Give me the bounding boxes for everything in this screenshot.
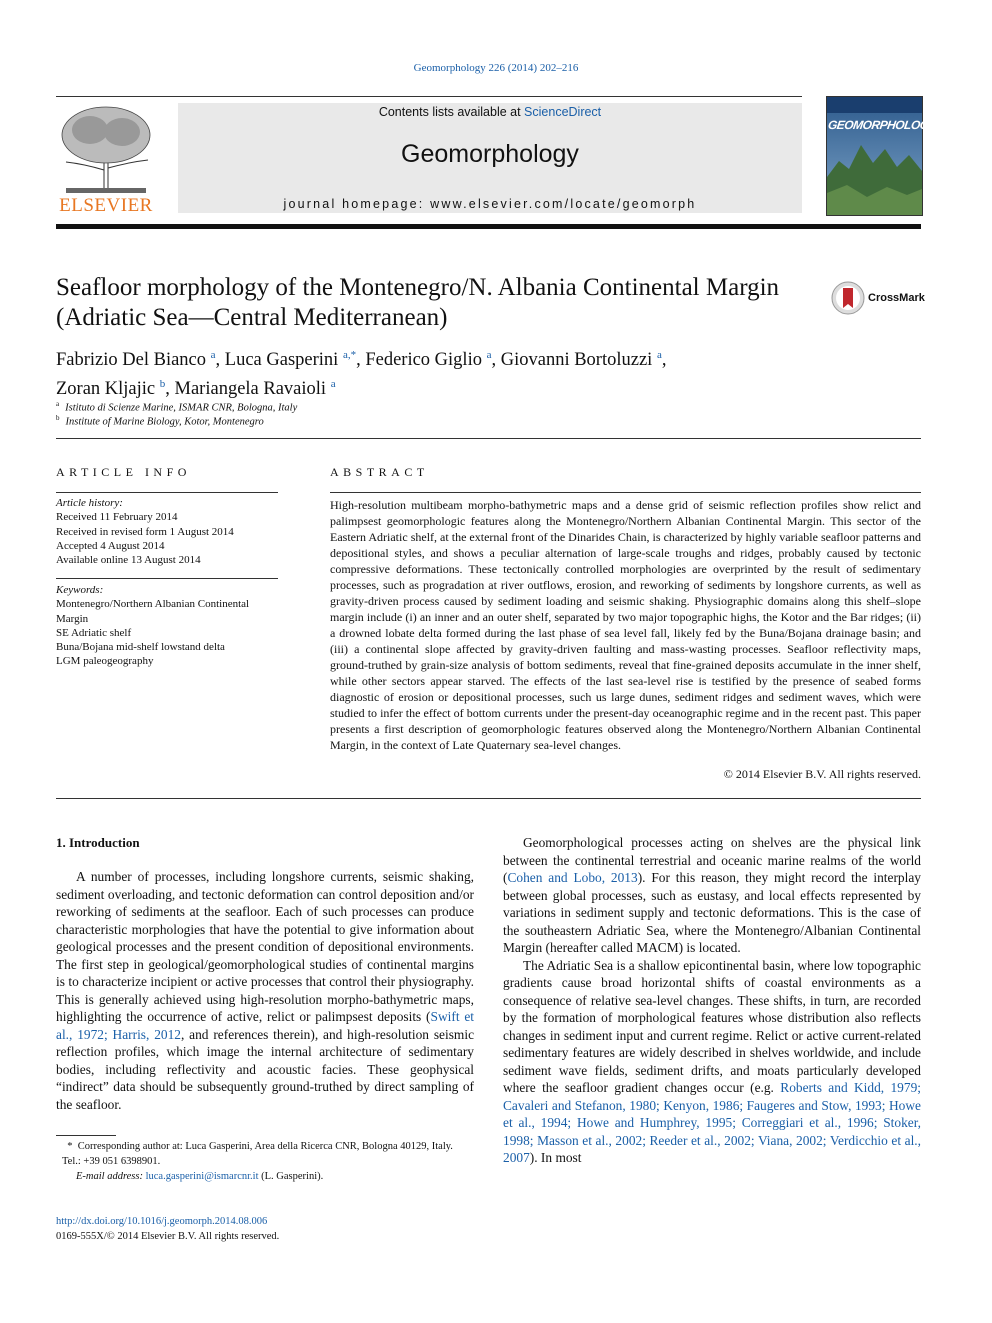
author-affiliation-mark[interactable]: a,* <box>342 349 357 361</box>
author-affiliation-mark[interactable]: a <box>486 349 492 361</box>
contents-line <box>178 105 802 119</box>
corresponding-author-note <box>56 1139 474 1169</box>
paragraph-text: A number of processes, including longshore currents, seismic shaking, sediment overloading, and tectonic deformation can control deposition and/or reworking of sediments at the seafloor. Each of such processes can produce characteristic morphologies that have the potential to give information about geological processes and the present condition of depositional environments. The first step in geological/geomorphological studies of continental margins is to characterize incipient or active processes that control their physiography. This is generally achieved using high-resolution morpho-bathymetric maps, highlighting the occurrence of active, relict or palimpsest deposits ( <box>56 869 474 1024</box>
author-separator: , <box>356 350 366 371</box>
author <box>56 379 175 399</box>
paragraph <box>503 957 921 1167</box>
abstract-copyright: © 2014 Elsevier B.V. All rights reserved. <box>723 767 921 781</box>
corresponding-author-text: Corresponding author at: Luca Gasperini, Area della Ricerca CNR, Bologna 40129, Italy. Tel.: +39 051 6398901. <box>62 1141 453 1167</box>
author-name: Federico Giglio <box>365 350 482 371</box>
journal-citation[interactable]: Geomorphology 226 (2014) 202–216 <box>413 62 579 74</box>
keywords <box>56 583 278 669</box>
author-separator: , <box>491 350 501 371</box>
email-link[interactable]: luca.gasperini@ismarcnr.it <box>145 1171 259 1182</box>
affiliation <box>56 414 264 428</box>
keywords-label: Keywords: <box>56 584 104 596</box>
divider <box>56 438 921 439</box>
abstract-heading: ABSTRACT <box>330 465 429 479</box>
footnote-marker: * <box>67 1141 73 1152</box>
crossmark-label[interactable]: CrossMark <box>868 292 925 304</box>
email-suffix: (L. Gasperini). <box>258 1171 324 1182</box>
citation-link[interactable]: Swift et al., 1972; Harris, 2012 <box>56 1009 474 1042</box>
header-thick-rule <box>56 224 921 229</box>
author-name: Fabrizio Del Bianco <box>56 350 207 371</box>
journal-homepage[interactable]: journal homepage: www.elsevier.com/locate/geomorph <box>283 197 697 211</box>
affiliation-text: Institute of Marine Biology, Kotor, Montenegro <box>65 416 264 428</box>
author-name: Giovanni Bortoluzzi <box>500 350 653 371</box>
affiliation-mark: a <box>56 400 60 408</box>
author <box>501 350 667 370</box>
author-name: Zoran Kljajic <box>56 379 156 400</box>
email-line <box>56 1169 474 1184</box>
history-item: Available online 13 August 2014 <box>56 554 201 567</box>
sciencedirect-link[interactable]: ScienceDirect <box>524 105 602 119</box>
citation-link[interactable]: Cohen and Lobo, 2013 <box>507 870 638 885</box>
journal-cover-image[interactable] <box>826 96 938 216</box>
author-separator: , <box>165 379 175 400</box>
article-title: Seafloor morphology of the Montenegro/N. Albania Continental Margin (Adriatic Sea—Central Mediterranean) <box>56 274 780 331</box>
paragraph <box>56 868 474 1113</box>
author-separator: , <box>215 350 225 371</box>
footnote <box>56 1139 474 1184</box>
doi-link[interactable]: http://dx.doi.org/10.1016/j.geomorph.2014.08.006 <box>56 1216 268 1227</box>
section-heading-introduction: 1. Introduction <box>56 835 140 850</box>
history-item: Received 11 February 2014 <box>56 511 178 524</box>
divider <box>56 798 921 799</box>
issn-copyright: 0169-555X/© 2014 Elsevier B.V. All rights reserved. <box>56 1230 280 1242</box>
header-rule <box>56 96 802 97</box>
keyword: SE Adriatic shelf <box>56 626 132 639</box>
author <box>225 350 366 370</box>
article-info-heading: ARTICLE INFO <box>56 465 191 479</box>
paragraph <box>503 834 921 957</box>
keyword: Montenegro/Northern Albanian Continental Margin <box>56 598 250 625</box>
affiliation-text: Istituto di Scienze Marine, ISMAR CNR, Bologna, Italy <box>65 402 298 414</box>
author-affiliation-mark[interactable]: a <box>330 378 336 391</box>
affiliation <box>56 400 297 414</box>
divider <box>56 492 278 493</box>
history-label: Article history: <box>56 497 123 509</box>
author <box>56 350 225 370</box>
author <box>365 350 500 370</box>
author-affiliation-mark[interactable]: a <box>210 349 216 361</box>
author-affiliation-mark[interactable]: b <box>159 378 166 391</box>
elsevier-wordmark: ELSEVIER <box>59 195 153 216</box>
author-name: Mariangela Ravaioli <box>174 379 327 400</box>
divider <box>56 578 278 579</box>
paragraph-text: ). For this reason, they might record the interplay between global processes, such as eustasy, and local effects represented by variations in sediment supply and tectonic deformations. This is the case of the southeastern Adriatic Sea, where the Montenegro/Albanian Continental Margin (hereafter called MACM) is located. <box>503 870 921 955</box>
author <box>175 379 336 399</box>
doi-block <box>56 1215 279 1244</box>
body-column-right <box>503 834 921 1167</box>
contents-prefix: Contents lists available at <box>378 105 525 119</box>
cover-title: GEOMORPHOLOGY <box>827 118 938 132</box>
journal-name: Geomorphology <box>401 140 579 168</box>
paragraph-text: Geomorphological processes acting on shelves are the physical link between the continental terrestrial and oceanic marine realms of the world ( <box>503 835 921 885</box>
article-history <box>56 496 278 567</box>
author-list <box>56 343 816 401</box>
paragraph-text: , and references therein), and high-resolution seismic reflection profiles, which image the internal architecture of sedimentary bodies, including reflectivity and acoustic facies. These geophysical “indirect” data should be subsequently ground-truthed by direct sampling of the seafloor. <box>56 1026 475 1112</box>
abstract-text: High-resolution multibeam morpho-bathymetric maps and a dense grid of seismic reflection profiles show relict and palimpsest geomorphologic features along the Montenegro/Northern Albanian Continental Margin. This sector of the Eastern Adriatic shelf, at the external front of the Dinarides Chain, is characterized by highly variable seafloor patterns and depositional styles, and shows a peculiar alternation of large-scale troughs and ridges, probably caused by tectonic compressive deformations. These tectonically controlled morphologies are overprinted by the result of sedimentary processes, such as progradation at river outflows, erosion, and reworking of sediments by longshore currents, as well as gravity-driven process caused by sediment loading and seismic shaking. Physiographic domains along this shelf–slope margin include (i) an inner and an outer shelf, separated by two major topographic highs, the Kotor and the Bar ridges; (ii) a drowned lobate delta formed during the last phase of sea level fall, likely fed by the Buna/Bojana drainage basin; and (iii) a continental slope affected by gravity-driven faulting and mass-wasting processes. Seafloor reflectivity maps, ground-truthed by grain-size analysis of bottom sediments, reveal that fine-grained deposits accumulate in the inner shelf, while other sectors appear starved. The effects of the last sea-level rise is testified by the presence of seabed forms diagnostic of erosion or depositional processes, such us large dunes, sediment ridges and sediment waves, which were studied to infer the effect of bottom currents under the present-day oceanographic regime and in the recent past. This paper presents a first description of geomorphologic features observed along the Montenegro/Northern Albanian Continental Margin, in the context of Late Quaternary sea-level changes. <box>330 498 921 752</box>
divider <box>330 492 921 493</box>
paragraph-text: ). In most <box>529 1150 582 1165</box>
keyword: Buna/Bojana mid-shelf lowstand delta <box>56 641 225 654</box>
author-name: Luca Gasperini <box>224 350 339 371</box>
crossmark-icon[interactable] <box>831 281 865 315</box>
keyword: LGM paleogeography <box>56 655 154 668</box>
author-affiliation-mark[interactable]: a <box>656 349 662 361</box>
affiliation-mark: b <box>56 414 60 422</box>
footnote-rule <box>56 1135 116 1136</box>
paragraph-text: The Adriatic Sea is a shallow epicontinental basin, where low topographic gradients cause broad horizontal shifts of coastal environments as a consequence of relative sea-level changes. These shifts, in turn, are recorded by the formation of morphological features whose distribution also reflects changes in sediment input and current regime. Relict or active current-related sedimentary features are widely described in shelves worldwide, and include sediment wave fields, sediment drifts, and moats particularly developed where the seafloor gradient changes occur (e.g. <box>503 957 921 1095</box>
citation-link[interactable]: Roberts and Kidd, 1979; Cavaleri and Stefanon, 1980; Kenyon, 1986; Faugeres and Stow, 1993; Howe et al., 1994; Howe and Humphrey, 1995; Correggiari et al., 1996; Stoker, 1998; Masson et al., 2002; Reeder et al., 2002; Viana, 2002; Verdicchio et al., 2007 <box>503 1080 921 1165</box>
body-column-left <box>56 868 474 1113</box>
history-item: Accepted 4 August 2014 <box>56 539 165 552</box>
email-label: E-mail address: <box>76 1171 146 1182</box>
author-separator: , <box>661 350 667 371</box>
history-item: Received in revised form 1 August 2014 <box>56 525 234 538</box>
